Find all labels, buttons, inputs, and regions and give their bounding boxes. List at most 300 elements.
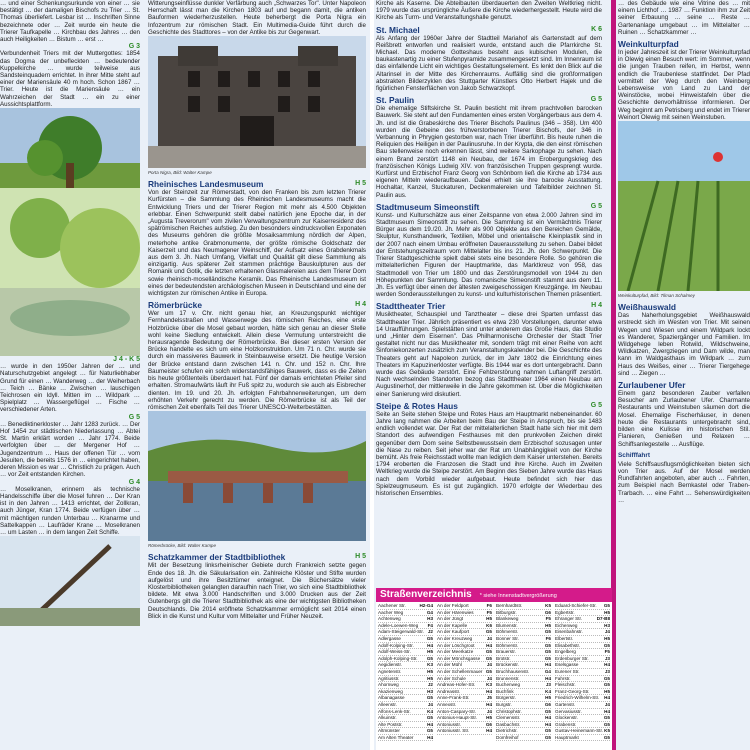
street-entry (496, 656, 551, 663)
street-name: Eselsgasse (555, 662, 579, 668)
street-grid: G5 (485, 649, 492, 655)
section-schifffahrt (618, 451, 750, 461)
street-name: Fahrstr. (555, 675, 571, 681)
street-entry (496, 695, 551, 702)
col3-top-text: Kirche als Kaserne. Die Abteibauten überdauerten den Zweiten Weltkrieg nicht. 1979 wurde das ursprüngliche Äußere die Kirche wiederhergestellt. Heute wird die Kirche als Turm- und Veranstaltungshalle genutzt. (376, 0, 602, 22)
street-entry (437, 643, 492, 650)
street-entry (437, 728, 492, 735)
street-name: An der Mönchsgasse (437, 655, 481, 661)
street-grid: J4 (604, 701, 610, 707)
street-directory-column (376, 602, 435, 750)
street-grid: H3 (427, 616, 433, 622)
column-left (0, 0, 140, 750)
street-grid: G5 (485, 655, 492, 661)
section-title: Römerbrücke (148, 300, 202, 311)
street-grid: H5 (604, 688, 610, 694)
section-text: Die ehemalige Stiftskirche St. Paulin besticht mit ihrem prachtvollen barocken Bauwerk. Sie steht auf den Fundamenten eines ersten Vorgängerbaus aus dem 4. Jh. und ist die Grabeskirche des Trierer Bischofs Paulinus (346 – 358). Um 400 wurden die Gebeine des frühverstorbenen Trierer Bischofs, der 346 in Verbannung in Phrygien gestorben war, nach Trier überführt. Bis heute ruhen die Reliquien des Heiligen in der Paulinusruhe. In der Krypta, die den einst römischen Bau stellenweise noch erkennen lässt, sind weitere Sarkophage zu sehen. Nach einem Brand zerstört 1148 ein Neubau, der 1674 im Erobergungskrieg des französischen Königs Ludwig XIV. von französischen Truppen gesprengt wurde. Kurfürst und Erzbischof Franz Georg von Schönborn ließ die Kirche ab 1734 aus eigenen Mitteln wiederaufbauen. Dabei erhielt sie ihre barocke Ausstattung. Hochaltar, Kanzel, Stuckaturen, Deckenmalereien und Tafelbilder zeichnen St. Paulin aus. (376, 105, 602, 199)
street-grid: G5 (544, 655, 551, 661)
street-grid: H5 (427, 668, 433, 674)
section-st-paulin (376, 95, 602, 105)
section-title: Weinkulturpfad (618, 39, 679, 50)
street-entry (496, 715, 551, 722)
street-entry (496, 616, 551, 623)
street-entry (437, 636, 492, 643)
street-grid: G5 (544, 734, 551, 740)
street-grid: H2-G4 (419, 603, 433, 608)
street-entry (496, 649, 551, 656)
weinkulturpfad-photo (618, 121, 750, 291)
street-name: Eurener Str. (555, 668, 580, 674)
street-name: Burgstr. (496, 701, 512, 707)
street-grid: J4 (486, 662, 492, 668)
street-name: Ahornweg (378, 682, 399, 688)
section-text: In jeder Jahreszeit ist der Trierer Weinkulturpfad in Olewig einen Besuch wert: im Sommer, wenn die jungen Trauben reifen, im Herbst, wenn endlich die Traubenlese stattfindet. Der Pfad vermittelt der Weg durch den Weinberg Lebensweise von Land zu Land der Weinstöcke, wobei Hinweistafeln über die Geschichte denvorhältnisse informieren. Der Weg beginnt am Petrisberg und endet im Trierer Weinort Olewig mit seinen Weinstuben. (618, 49, 750, 121)
street-name: Bernhardtstr. (496, 603, 523, 608)
street-entry (496, 682, 551, 689)
street-grid: G5 (426, 695, 433, 701)
section-title: Rheinisches Landesmuseum (148, 179, 264, 190)
street-name: Böhmerstr. (496, 642, 519, 648)
street-grid: G5 (544, 708, 551, 714)
street-grid: G5 (544, 629, 551, 635)
street-name: Böhmerstr. (496, 629, 519, 635)
street-grid: H5 (427, 675, 433, 681)
street-name: Christophstr. (496, 708, 522, 714)
street-name: An der Löschgroot (437, 642, 475, 648)
section-text: Von der Steinzeit zur Römerstadt, von den Franken bis zum letzten Trierer Kurfürsten – die Sammlung des Rheinischen Landesmuseums macht die Entwicklung Triers und der Trierer Region mit mehr als 4.500 Objekten erlebbar. Einen Schwerpunkt stellt dabei natürlich jene Epoche dar, in der „Augusta Treverorum" vom zivilen Verwaltungszentrum zur Kaiserresidenz des spätrömischen Reiches aufstieg. Zu den besonders eindrucksvollen Exponaten des Museums gehören die größte Mosaiksammlung nördlich der Alpen, meterhohe antike Grabmonumente, der größte römische Goldschatz der Kaiserzeit und das Neumagener Weinschiff, der Aufsatz eines Grabdenkmals aus dem 3. Jh. Nach Umfang, Vielfalt und Qualität gilt diese Sammlung als einzigartig. Aus späterer Zeit stammen prächtige Bauskulpturen aus der Romanik und Gotik, die letzten erhaltenen Glasmalereien aus dem Trierer Dom sowie rheinisch-moselländische Keramik. Das Rheinische Landesmuseum ist eines der bedeutendsten archäologischen Museen in Deutschland und eine der wichtigsten zur römischen Antike in Europa. (148, 189, 366, 298)
street-grid: J4 (486, 635, 492, 641)
street-grid: J3 (604, 668, 610, 674)
street-name: Brunnenstr. (496, 675, 520, 681)
street-entry (378, 728, 433, 735)
street-grid: J2 (427, 682, 433, 688)
street-grid: J3 (545, 682, 551, 688)
roemerbruecke-photo (148, 411, 366, 541)
street-name: An der Schellenmauer (437, 668, 483, 674)
section-text: Musiktheater, Schauspiel und Tanztheater – diese drei Sparten umfasst das Stadttheater Trier. Jährlich präsentiert es etwa 230 Vorstellungen, darunter etwa 14 Uraufführungen. Spielstätten sind unter anderem das Große Haus, das Studio und „Hinter dem Eisernen". Das Philharmonische Orchester der Stadt Trier gestaltet nicht nur das Musiktheater mit, sondern trägt mit einer Reihe von acht Sinfoniekonzerten zusätzlich zum Veranstaltungskalender bei. Die Geschichte des Theaters geht auf Napoleon zurück, der im Jahr 1802 die Einrichtung eines Theaters im Kapuzinerkloster verfügte. Bis 1944 war es dort untergebracht. Dann wurde das Gebäude zerstört. Eine Fehlzerstörung nahmen Luftangriff zerstört. Nach wechselnden Standorten bezog das Stadttheater 1964 einen Neubau am Augustinerhof, der mittlerweile in die Jahre gekommen ist. Über die Möglichkeiten einer Sanierung wird diskutiert. (376, 311, 602, 398)
street-grid: K4 (545, 688, 551, 694)
street-name: Adolf-Weiss-Str. (378, 649, 411, 655)
street-entry (555, 643, 610, 650)
street-grid: G5 (603, 642, 610, 648)
street-name: Glockenstr. (555, 715, 578, 721)
street-name: Aacher Weg (378, 609, 404, 615)
street-entry (496, 662, 551, 669)
section-title: St. Michael (376, 24, 420, 35)
street-directory-column (553, 602, 612, 750)
street-grid: H4 (545, 715, 551, 721)
street-name: Gustav-Heinemann-Str. (555, 728, 603, 734)
street-entry (555, 709, 610, 716)
street-entry (555, 636, 610, 643)
street-grid: K5 (545, 603, 551, 608)
street-name: Hauptmarkt (555, 734, 579, 740)
street-name: Erdenburger Str. (555, 655, 589, 661)
grid-ref: H 4 (355, 301, 366, 309)
street-name: Grabenstr. (555, 721, 577, 727)
street-grid: G5 (603, 682, 610, 688)
street-grid: G5 (603, 715, 610, 721)
street-grid: H5 (604, 635, 610, 641)
col1-grid-ref-3: G 5 (128, 413, 140, 421)
street-name: Bitburgstr. (496, 609, 517, 615)
street-grid: F6 (545, 635, 551, 641)
section-weisshauswald (618, 302, 750, 312)
street-entry (555, 656, 610, 663)
street-directory-column (494, 602, 553, 750)
street-name: Alleenstr. (378, 701, 397, 707)
col1-para-4: … Moselkranen, erinnern als technische Handelsschiffe über die Mosel fuhren … Der Kran ist in den Jahren … 1413 errichtet, der Zollkran, auch Jünger, Kran 1774. Beide verfügen über … mit mächtigen runden Unterbau … Kranarme und Sattelkappen … Laufräder Krane … Moselkranen … um Lasten … in dem langen Zeit Schiffe. (0, 485, 140, 536)
street-grid: G4 (544, 668, 551, 674)
street-entry (378, 623, 433, 630)
street-name: Alte Poststr. (378, 721, 403, 727)
section-text: Mit der Besetzung linksrheinischer Gebiete durch Frankreich setzte gegen Ende des 18. Jh. die Säkularisation ein. Zahlreiche Klöster und Stifte wurden aufgelöst und ihre Besitztümer enteignet. Die Büchersätze vieler Klosterbibliotheken gelangten daraufhin nach Trier, wo sich eine Stadtbibliothek bildete. Mit etwa 3.000 Handschriften und 3.000 Drucken aus der Zeit Gutenbergs gilt die Trierer Stadtbibliothek als eine der wichtigsten Bibliotheken Deutschlands. Die 2014 eröffnete Schatzkammer ermöglicht seit 2014 einen Blick in die Kunst und Kultur vom Mittelalter und Früher Neuzeit. (148, 562, 366, 620)
street-entry (437, 623, 492, 630)
section-steipe (376, 401, 602, 411)
grid-ref: G 5 (590, 96, 602, 104)
street-grid: K6 (486, 622, 492, 628)
street-name: Annexstr. (437, 701, 457, 707)
street-name: Anton-Caspary-Str. (437, 708, 477, 714)
section-title: Stadttheater Trier (376, 301, 446, 312)
col2-top-text: Witterungseinflüsse dunkler Verfärbung auch „Schwarzes Tor". Unter Napoleon Herrschaft lässt man die Kirchen 1803 auf und begann damit, die antiken Bauformen wiederherzustellen. Heute beherbergt die Porta Nigra ein Infozentrum zur römischen Stadt. Ein Multimedia-Guide führt durch die Geschichte des Stadttores – von der Antike bis zur Gegenwart. (148, 0, 366, 36)
grid-ref: K 6 (591, 25, 602, 33)
street-name: Friedrich-Wilhelm-Str. (555, 695, 600, 701)
street-grid: G5 (544, 649, 551, 655)
col1-photo-crane (0, 536, 140, 626)
section-schatzkammer (148, 552, 366, 562)
street-grid: G5 (544, 728, 551, 734)
street-entry (378, 676, 433, 683)
street-entry (496, 702, 551, 709)
street-entry (555, 702, 610, 709)
street-grid: J4 (486, 708, 492, 714)
street-grid: D7-B8 (596, 616, 610, 622)
street-grid: K3 (486, 682, 492, 688)
section-weinkulturpfad (618, 39, 750, 49)
street-entry (378, 669, 433, 676)
street-entry (437, 649, 492, 656)
col1-para-3: … Benediktinerkloster … Jahr 1283 zurück. … Der Hof 1454 zur städtischen Niederlassung … Abtei St. Martin erklärt worden … Jahr 1774. Beide verfolgten über … der Mergener Hof … Jugendzentrum … Haus der offenen Tür … vom Jesuiten, die bereits 1576 in … eingerichtet haben, deren Mission es war … Christlich zu prägen. Auch … vor Zeit entstanden Kirchen. (0, 420, 140, 479)
street-grid: K4 (427, 708, 433, 714)
street-entry (437, 715, 492, 722)
porta-nigra-photo (148, 36, 366, 168)
col4-top-text: … des Gebäude wie eine Vitrine des … mit einem Lichthof … 1987 … Funktion ihm zur Zeit seiner Erbauung … seine … Reste … Gartenanlage umgebaut … im Mittelalter … Ruinen … Schatzkammer … (618, 0, 750, 36)
street-name: Adolph-Kolping-Str. (378, 655, 418, 661)
street-grid: H5 (427, 649, 433, 655)
street-entry (555, 616, 610, 623)
street-grid: H4 (427, 721, 433, 727)
street-grid: J4 (604, 629, 610, 635)
street-grid: G5 (426, 635, 433, 641)
section-stadttheater (376, 301, 602, 311)
street-name: Brückenstr. (496, 662, 519, 668)
street-grid: F5 (545, 616, 551, 622)
street-entry (437, 656, 492, 663)
street-name: Eichenweg (555, 622, 578, 628)
street-entry (496, 735, 551, 742)
roemerbruecke-caption: Römerbrücke, Bild: Walter Kampe (148, 543, 216, 549)
street-grid: G4 (426, 609, 433, 615)
street-entry (555, 695, 610, 702)
street-grid: H5 (545, 695, 551, 701)
street-grid: G5 (426, 728, 433, 734)
street-entry (555, 722, 610, 729)
street-grid: G6 (485, 721, 492, 727)
street-name: Adlergasse (378, 635, 401, 641)
street-entry (496, 689, 551, 696)
street-grid: G5 (426, 655, 433, 661)
street-name: Aegidienstr. (378, 662, 403, 668)
column-right (618, 0, 750, 750)
street-name: Adolf-Kolping-Str. (378, 642, 414, 648)
street-grid: H5 (604, 609, 610, 615)
street-grid: H4 (604, 662, 610, 668)
street-grid: G5 (544, 642, 551, 648)
street-grid: G5 (485, 668, 492, 674)
page-spine (370, 0, 374, 750)
street-name: Antoniusstr. (437, 721, 462, 727)
grid-ref: H 5 (355, 553, 366, 561)
street-entry (555, 603, 610, 610)
street-grid: H5 (486, 715, 492, 721)
street-name: An der Feldport (437, 603, 469, 608)
col1-grid-ref-1: G 3 (128, 43, 140, 51)
section-title: Weißhauswald (618, 302, 677, 313)
street-name: Elbertstr. (555, 635, 574, 641)
street-grid: G5 (603, 721, 610, 727)
street-entry (555, 623, 610, 630)
street-entry (555, 715, 610, 722)
street-entry (555, 669, 610, 676)
street-grid: K3 (427, 662, 433, 668)
street-entry (555, 682, 610, 689)
street-entry (496, 722, 551, 729)
street-entry (437, 689, 492, 696)
section-text: Einem ganz besonderen Zauber verfallen Besucher am Zurlaubener Ufer. Charmante Restaurants und Weinstuben säumen dort die Mosel. Ehemalige Fischerhäuser, in denen heute die Restaurants untergebracht sind, bilden eine Kulisse im historischen Stil. Flanieren, Genießen und Relaxen … Schiffsanlegestelle … Ausflüge. (618, 390, 750, 448)
street-grid: F6 (486, 603, 492, 608)
street-name: Eduard-Schiefer-Str. (555, 603, 597, 608)
street-entry (378, 682, 433, 689)
street-name: Egbertstr. (555, 609, 575, 615)
section-text: Seite an Seite stehen Steipe und Rotes Haus am Hauptmarkt nebeneinander. 60 Jahre lang nahmen die Arbeiten beim Bau der Steipe in Anspruch, bis sie 1483 endlich vollendet war. Der Rat der mittelalterlichen Stadt hatte sich hier mit dem Standort des aufwendigen Festhauses mit den prunkvollen Zeichen direkt gegenüber dem Dom seine Selbstbewusstsein dem Erzbischof sozusagen unter die Nase zu reiben. Seit jeher war der Rat um Unabhängigkeit von der Kirche bemüht. Als freie Reichsstadt wollte man lediglich dem Kaiser unterstehen. Bereits 1794 eroberten die Franzosen die Stadt und ihre Kirche. Auch im Zweiten Weltkrieg wurde die Steipe zerstört. Am Beginn des Sieben Jahre wurde das Haus nach dem Vorbild wieder aufgebaut. Heute befindet sich hier das Spielzeugmuseum. Es ist gut zugänglich. 1970 erfolgte der Wiederbau des historischen Ensembles. (376, 410, 602, 497)
street-grid: J2 (427, 629, 433, 635)
street-directory-column (435, 602, 494, 750)
street-name: Engelberg (555, 649, 576, 655)
col1-para-2: … wurde in den 1950er Jahren der … und Naturschutzgebiet angelegt … für Naturliebhaber Grund für einen … Wanderweg … der Weiherbach … Teich … Bänke … Zwischen … lauschigen Teichrosen ein Idyll. Mitten im … Wildpark … Spielplatz … Wassergeflügel … Fische … verschiedener Arten. (0, 363, 140, 414)
col1-grid-ref-2: J 4 - K 5 (113, 356, 140, 364)
street-directory-table (376, 602, 612, 750)
street-entry (496, 610, 551, 617)
street-entry (437, 682, 492, 689)
street-name: Gartenstr. (555, 701, 576, 707)
street-name: Adam-Steigerwald-Str. (378, 629, 424, 635)
street-grid: F4 (427, 622, 433, 628)
col1-photo-tree (0, 108, 140, 188)
street-entry (378, 629, 433, 636)
street-name: Alkuinstr. (378, 715, 397, 721)
street-entry (496, 728, 551, 735)
street-name: Elisabethstr. (555, 642, 581, 648)
street-name: Eisenbahnstr. (555, 629, 583, 635)
street-entry (496, 676, 551, 683)
street-entry (555, 728, 610, 735)
column-center-left (148, 0, 366, 750)
weinkulturpfad-caption: Weinkulturpfad, Bild: Tilman Schalmey (618, 293, 695, 299)
street-grid: G5 (426, 715, 433, 721)
street-entry (378, 662, 433, 669)
street-name: Clemensstr. (496, 715, 521, 721)
street-name: Blumenstr. (496, 622, 518, 628)
street-entry (378, 709, 433, 716)
section-text: Viele Schiffsausflugsmöglichkeiten bieten sich von Trier aus. Auf der Mosel werden Rundfahrten angeboten, aber auch … Fahrten, zum Beispiel nach Bernkastel oder Traben-Trarbach. … eine Fahrt … Sehenswürdigkeiten … (618, 460, 750, 504)
street-grid: G6 (544, 609, 551, 615)
street-grid: G6 (544, 701, 551, 707)
section-title: Schatzkammer der Stadtbibliothek (148, 552, 286, 563)
street-grid: G5 (603, 603, 610, 608)
street-grid: H3 (427, 688, 433, 694)
street-name: Buchfink (496, 688, 514, 694)
street-entry (496, 636, 551, 643)
street-entry (437, 603, 492, 610)
street-name: Antonius-Haupt-Str. (437, 715, 478, 721)
street-entry (555, 629, 610, 636)
street-name: Blankeweg (496, 616, 519, 622)
street-entry (555, 662, 610, 669)
street-name: Altmünster (378, 728, 400, 734)
street-name: Am Alten Theater (378, 734, 414, 740)
section-title: Steipe & Rotes Haus (376, 400, 458, 411)
street-grid: H4 (427, 734, 433, 740)
street-entry (378, 715, 433, 722)
street-grid: H5 (545, 622, 551, 628)
street-grid: G5 (485, 629, 492, 635)
street-name: Agnetenstr. (378, 668, 402, 674)
street-name: An der Kapelle (437, 622, 468, 628)
street-name: Anne-Frank-Str. (437, 695, 470, 701)
street-grid: H4 (604, 695, 610, 701)
street-entry (437, 662, 492, 669)
street-entry (378, 603, 433, 610)
street-directory-title: Straßenverzeichnis (380, 589, 472, 600)
street-grid: H4 (486, 728, 492, 734)
street-entry (378, 689, 433, 696)
street-entry (496, 709, 551, 716)
street-grid: G5 (603, 675, 610, 681)
street-grid: J4 (427, 701, 433, 707)
street-name: An der Mühl (437, 662, 462, 668)
street-grid: H4 (545, 721, 551, 727)
street-entry (437, 610, 492, 617)
grid-ref: G 5 (590, 401, 602, 409)
street-grid: J5 (486, 695, 492, 701)
street-name: Dietrichstr. (496, 728, 518, 734)
street-entry (555, 649, 610, 656)
street-name: Andreasstr. (437, 688, 461, 694)
section-roemerbruecke (148, 300, 366, 310)
street-name: Albanagasse (378, 695, 405, 701)
street-name: An der Schule (437, 675, 466, 681)
street-name: Andreas-Hofer-Str. (437, 682, 476, 688)
street-grid: H4 (545, 675, 551, 681)
street-name: An der Kaufport (437, 629, 470, 635)
street-entry (378, 616, 433, 623)
street-entry (378, 643, 433, 650)
street-entry (437, 702, 492, 709)
street-entry (437, 709, 492, 716)
street-name: Buchenweg (496, 682, 521, 688)
porta-nigra-caption: Porta Nigra, Bild: Walter Kampe (148, 170, 212, 176)
col1-top-text: … und einer Schenkungsurkunde von einer … sie bestätigt … der damaligen Bischofs zu Trier … St. Thomas überliefert. Lesbar ist … Inschriften Sinne bezeichnete oder … Zeit wurde ein heute die Trierer Taufkapelle … Kirchbau des Jahres … den auch Heiligkeiten … Bistum … erst … (0, 0, 140, 44)
street-name: Domfreihof (496, 734, 519, 740)
street-entry (496, 643, 551, 650)
street-entry (378, 649, 433, 656)
street-name: Fleischstr. (555, 682, 576, 688)
street-name: Dasbachstr. (496, 721, 521, 727)
street-entry (437, 695, 492, 702)
section-text: Wer um 17 v. Chr. nicht genau hier, an Kreuzungspunkt wichtiger Fernhandelsstraßen und Wasserwege des römischen Reiches, eine erste Holzbrücke über die Mosel gebaut worden, hätte sich genau an dieser Stelle wohl keine Siedlung entwickelt. Allein diese Vermutung unterstreicht die herausragende Bedeutung der Römerbrücke. Bei dieser ersten Version der Brücke handelte es sich um eine Holzkonstruktion. Um 71 n. Chr. wurde sie durch ein massiveres Bauwerk in Steinbauweise ersetzt. Die heutige Version der Brücke entstand dann zwischen 141 n. Chr. und 152 n. Chr. Ihre Baumeister schufen ein solch widerstandsfähiges Bauwerk, dass es die Zeiten bis heute größtenteils überdauert hat. Fünf der damals errichteten Pfeiler sind erhalten. Stromaufwärts läuft ihr Fuß spitz zu, wodurch sie auch als Eisbrecher dienten. Im 19. und 20. Jh. erfolgten Fahrbahnerweiterungen, um dem erhöhten Verkehr gerecht zu werden. Die Römerbrücke ist als Teil der römischen Zeit ebenfalls Teil des Trierer UNESCO-Welterbestätten. (148, 310, 366, 411)
street-entry (555, 689, 610, 696)
street-entry (437, 676, 492, 683)
street-name: Bürgerstr. (496, 695, 516, 701)
street-name: Brotstr. (496, 655, 511, 661)
street-directory-header (376, 588, 612, 602)
section-title: Schifffahrt (618, 451, 650, 459)
street-name: An der Kreuzweg (437, 635, 473, 641)
grid-ref: G 5 (590, 202, 602, 210)
street-grid: F5 (604, 649, 610, 655)
street-name: Antoniusstr. Str. (437, 728, 470, 734)
street-entry (378, 610, 433, 617)
street-entry (437, 616, 492, 623)
street-entry (378, 722, 433, 729)
street-name: An der Härenwies (437, 609, 474, 615)
street-entry (555, 735, 610, 742)
section-title: Stadtmuseum Simeonstift (376, 201, 480, 212)
street-name: Franz-Georg-Str. (555, 688, 590, 694)
section-st-michael (376, 25, 602, 35)
street-directory-note: * siehe Innenstadtvergrößerung (479, 593, 557, 599)
col1-grid-ref-4: G 4 (128, 478, 140, 486)
column-center-right (376, 0, 602, 585)
street-grid: H4 (604, 708, 610, 714)
street-entry (378, 656, 433, 663)
street-name: Brauerstr. (496, 649, 516, 655)
col1-photo-lake (0, 188, 140, 356)
section-stadtmuseum (376, 202, 602, 212)
street-grid: G5 (603, 734, 610, 740)
street-entry (437, 722, 492, 729)
street-entry (378, 695, 433, 702)
section-rheinisches-landesmuseum (148, 179, 366, 189)
street-grid: K5 (604, 728, 610, 734)
street-entry (496, 669, 551, 676)
street-entry (437, 669, 492, 676)
street-grid: H4 (486, 701, 492, 707)
street-name: Bonner Str. (496, 635, 519, 641)
street-entry (496, 603, 551, 610)
street-grid: H4 (486, 642, 492, 648)
street-grid: F5 (486, 609, 492, 615)
street-name: Achtenweg (378, 616, 401, 622)
street-name: Ehranger Str. (555, 616, 583, 622)
street-entry (496, 629, 551, 636)
street-name: Bruchhausenstr. (496, 668, 530, 674)
street-name: Agritiusstr. (378, 675, 400, 681)
street-grid: J3 (604, 655, 610, 661)
street-name: Gervasiusstr. (555, 708, 582, 714)
street-grid: H5 (486, 616, 492, 622)
